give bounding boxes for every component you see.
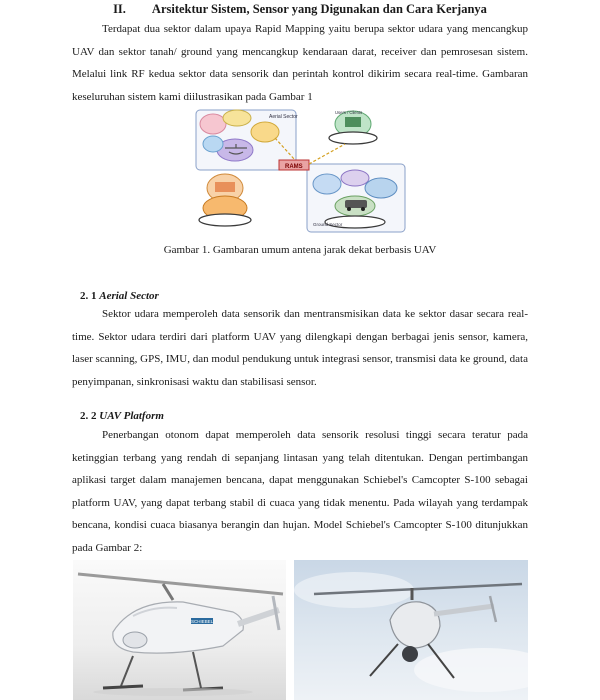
subsection-2-2-heading: [80, 410, 164, 422]
sensor-gimbal: [402, 646, 418, 662]
aerial-sector-paragraph: [72, 303, 528, 393]
ground-node-3: [365, 178, 397, 198]
clients-base: [329, 132, 377, 144]
subsection-2-2-title: UAV Platform: [99, 410, 164, 422]
ground-sector-label: Ground Sector: [313, 222, 343, 227]
subsection-2-1-number: 2. 1: [80, 290, 97, 302]
uav-platform-text: Penerbangan otonom dapat memperoleh data sensorik resolusi tinggi secara teratur pada ketinggian terbang yang rendah di sepanjang lintasan yang telah ditentukan. Dengan pertimbangan aplikasi target dalam manajemen bencana, dapat menggunakan Schiebel's Camcopter S-100 sebagai platform UAV, yang dapat terbang stabil di cuaca yang tidak menentu. Pada wilayah yang terdampak bencana, kondisi cuaca biasanya berangin dan hujan. Model Schiebel's Camcopter S-100 ditunjukkan pada Gambar 2:: [72, 429, 528, 554]
ground-node-1: [313, 174, 341, 194]
ground-node-left-base: [199, 214, 251, 226]
main-rotor-blade: [78, 574, 283, 594]
ground-node-left-icon: [215, 182, 235, 192]
subsection-2-1-title: Aerial Sector: [99, 290, 159, 302]
camcopter-flight-illustration: [294, 560, 528, 700]
system-diagram-figure: [195, 108, 407, 236]
camcopter-photo-ground: [73, 560, 286, 700]
uav-platform-paragraph: [72, 424, 528, 559]
ground-node-2: [341, 170, 369, 186]
landing-gear: [121, 652, 201, 688]
clients-icon: [345, 117, 361, 127]
aerial-node-5: [203, 136, 223, 152]
fuselage: [390, 602, 440, 648]
camcopter-photo-flight: [294, 560, 528, 700]
link-rams-clients: [309, 144, 345, 164]
aerial-sector-text: Sektor udara memperoleh data sensorik dan mentransmisikan data ke sektor dasar secara real-time. Sektor udara terdiri dari platform UAV yang dilengkapi dengan berbagai jenis sensor, kamera, laser scanning, GPS, IMU, dan modul pendukung untuk integrasi sensor, transmisi data ke ground, data penyimpanan, sinkronisasi waktu dan stabilisasi sensor.: [72, 308, 528, 388]
ground-vehicle-glyph: [345, 200, 367, 208]
tail-boom: [238, 610, 279, 624]
section-title: Arsitektur Sistem, Sensor yang Digunakan dan Cara Kerjanya: [151, 2, 487, 16]
clients-label: Users / Clients: [335, 110, 363, 115]
rams-label: RAMS: [285, 164, 303, 170]
aerial-node-1: [200, 114, 226, 134]
intro-paragraph: [72, 18, 528, 108]
camcopter-ground-illustration: [73, 560, 286, 700]
subsection-2-2-number: 2. 2: [80, 410, 97, 422]
aerial-node-3: [251, 122, 279, 142]
brand-text: SCHIEBEL: [191, 619, 214, 624]
section-heading: [0, 2, 600, 17]
intro-text: Terdapat dua sektor dalam upaya Rapid Mapping yaitu berupa sektor udara yang mencangkup UAV dan sektor tanah/ ground yang mencangkup kendaraan darat, receiver dan pemrosesan sistem. Melalui link RF kedua sektor data sensorik dan perintah kontrol dikirim secara real-time. Gambaran keseluruhan sistem kami diilustrasikan pada Gambar 1: [72, 23, 528, 103]
aerial-sector-label: Aerial Sector: [269, 114, 298, 120]
aerial-node-2: [223, 110, 251, 126]
section-number: II.: [113, 2, 126, 16]
tail-boom: [434, 606, 494, 614]
figure1-caption: Gambar 1. Gambaran umum antena jarak dekat berbasis UAV: [163, 244, 437, 256]
tail-fin: [490, 596, 496, 622]
subsection-2-1-heading: [80, 290, 159, 302]
